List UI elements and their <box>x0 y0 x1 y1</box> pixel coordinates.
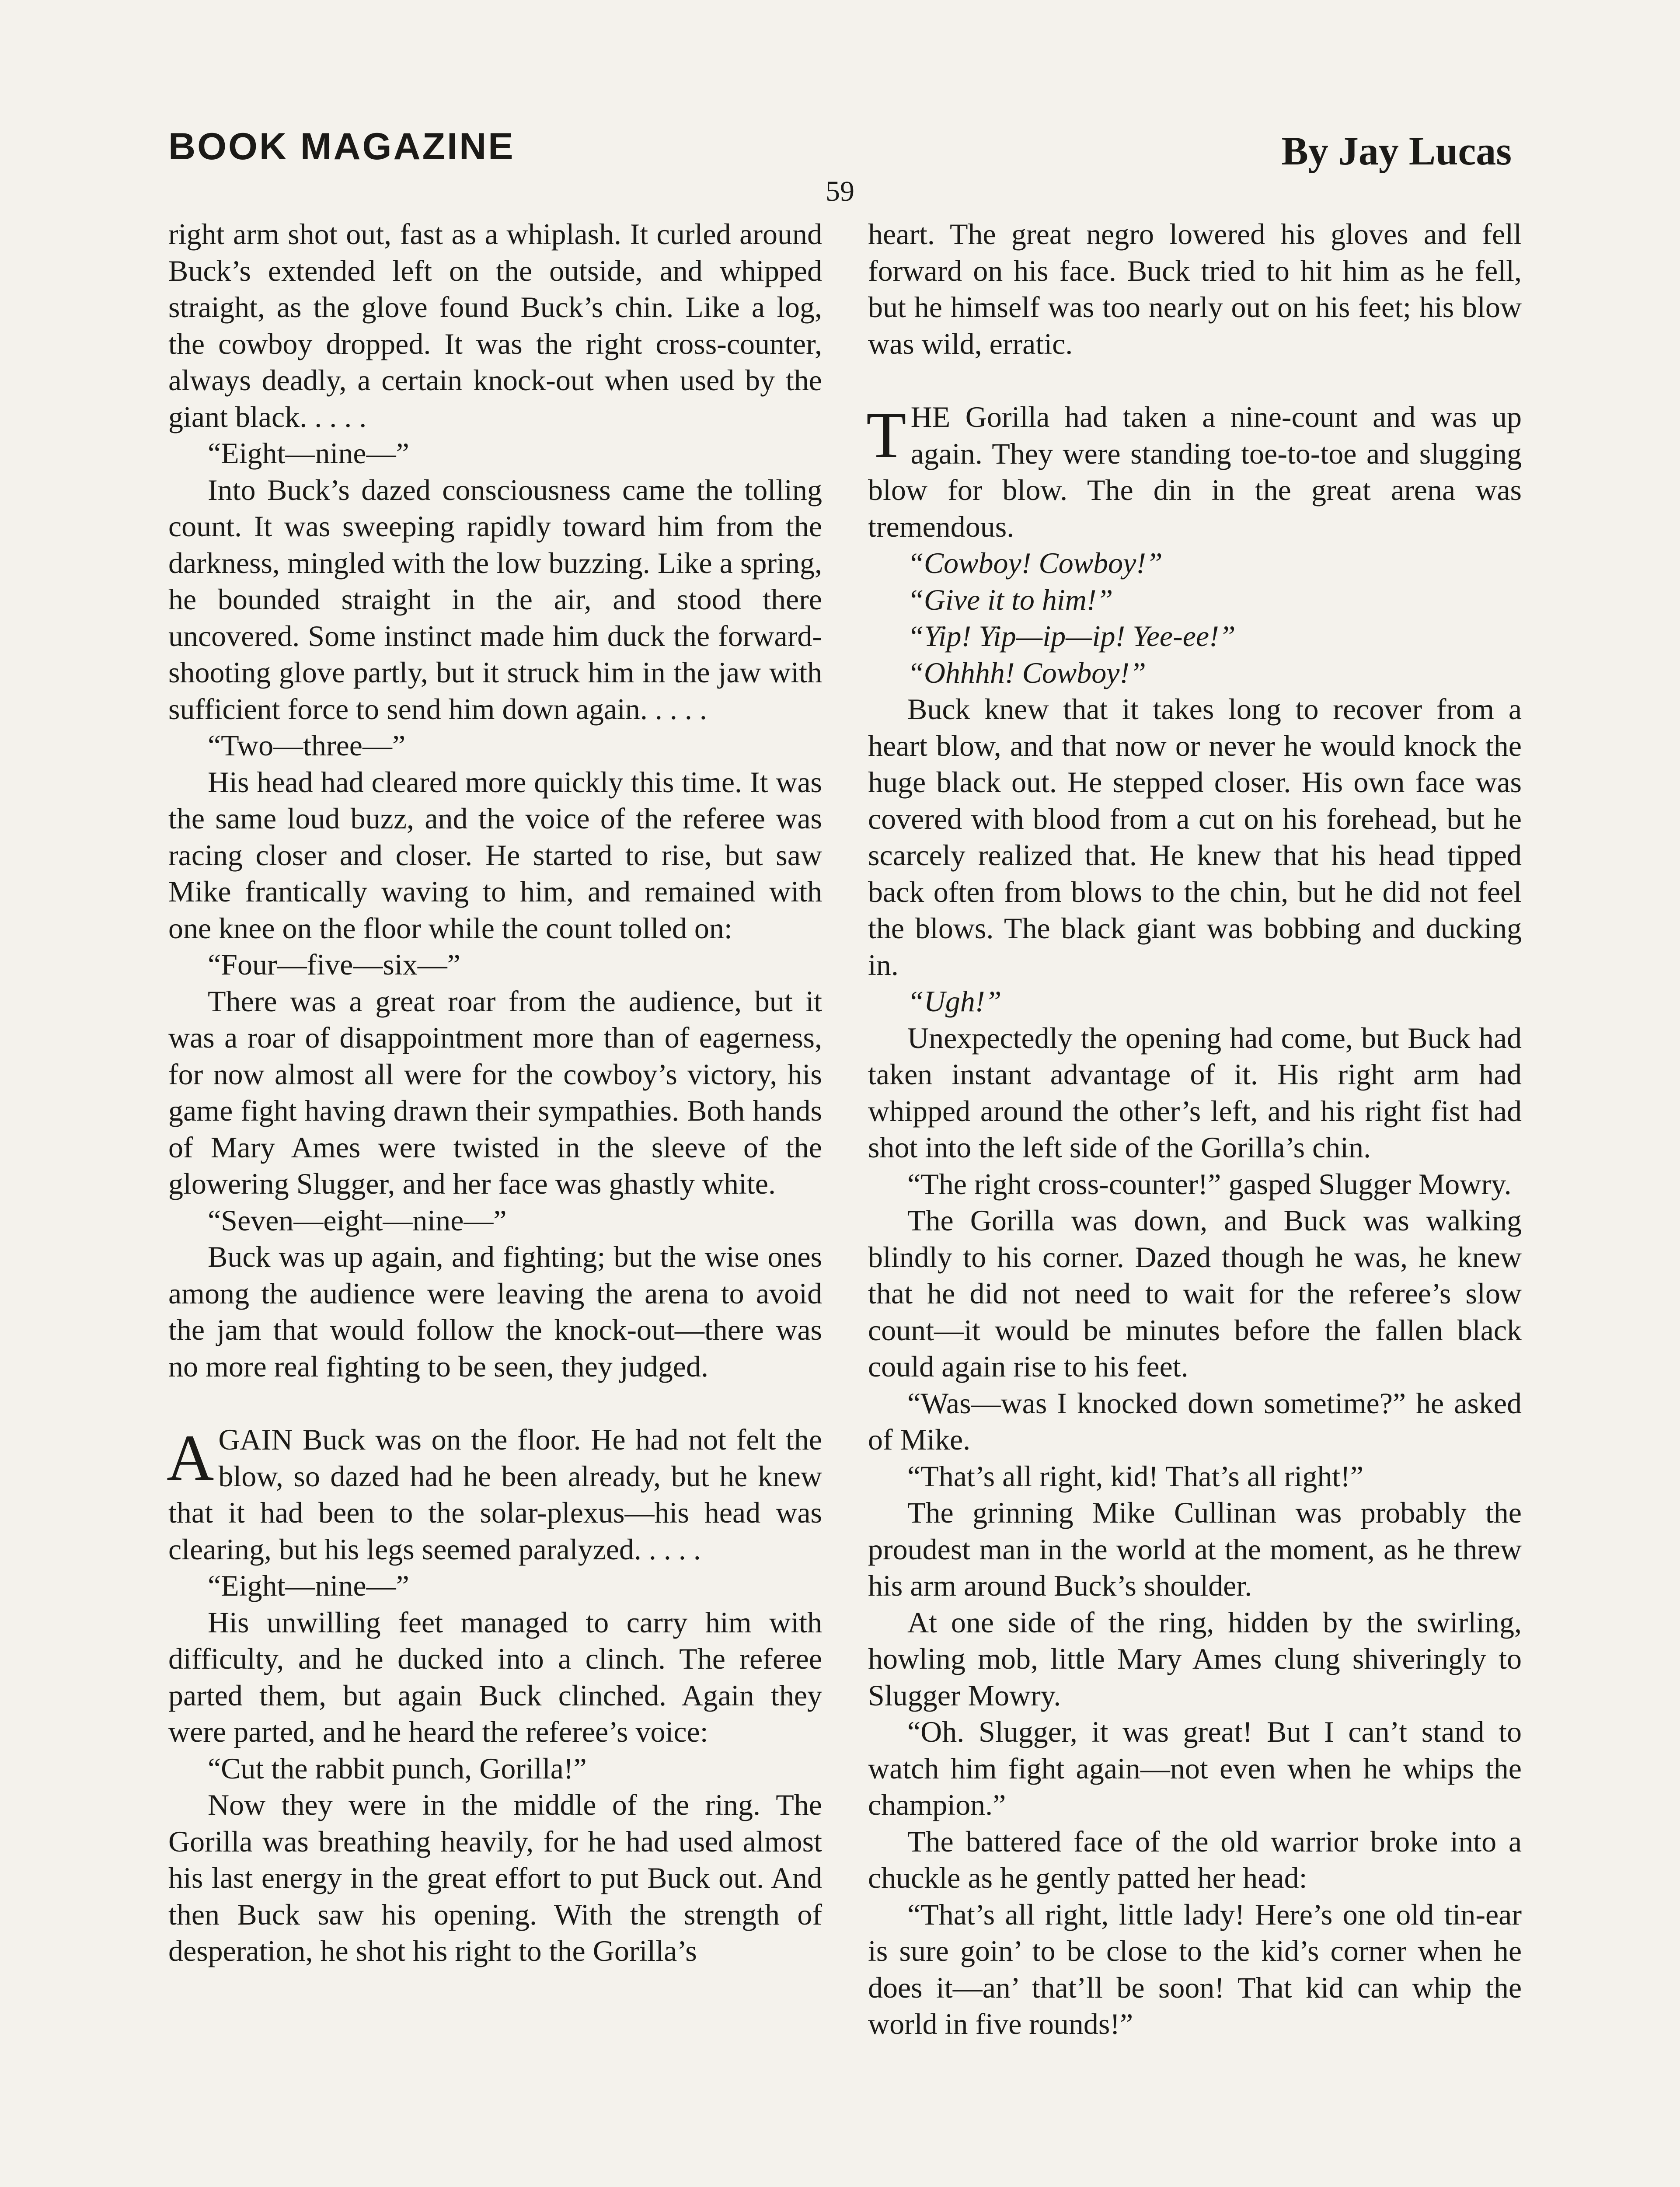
exclamation: “Ugh!” <box>907 985 1002 1018</box>
paragraph: The Gorilla was down, and Buck was walking blindly to his corner. Dazed though he was, he knew that he did not need to wait for the referee’s slow count—it would be minutes before the fallen black could again rise to his feet. <box>868 1204 1522 1383</box>
paragraph: Buck was up again, and fighting; but the wise ones among the audience were leaving the arena to avoid the jam that would follow the knock-out—there was no more real fighting to be seen, they judged. <box>168 1240 822 1383</box>
dialogue-line: “Seven—eight—nine—” <box>208 1203 507 1237</box>
crowd-shout: “Yip! Yip—ip—ip! Yee-ee!” <box>907 619 1236 653</box>
crowd-shout: “Cowboy! Cowboy!” <box>907 546 1163 580</box>
paragraph-text: Gorilla had taken a nine-count and was up again. They were standing toe-to-toe and slugging blow for blow. The din in the great arena was tremendous. <box>868 400 1522 543</box>
paragraph: Into Buck’s dazed consciousness came the tolling count. It was sweeping rapidly toward him from the darkness, mingled with the low buzzing. Like a spring, he bounded straight in the air, and stood there uncovered. Some instinct made him duck the forward-shooting glove partly, but it struck him in the jaw with sufficient force to send him down again. . . . . <box>168 473 822 726</box>
drop-cap: A <box>167 1422 214 1494</box>
dialogue-line: “Two—three—” <box>208 729 406 762</box>
left-text-column <box>168 216 822 1970</box>
dialogue-line: “Four—five—six—” <box>208 948 460 981</box>
paragraph: right arm shot out, fast as a whiplash. It curled around Buck’s extended left on the outside, and whipped straight, as the glove found Buck’s chin. Like a log, the cowboy dropped. It was the right cross-counter, always deadly, a certain knock-out when used by the giant black. . . . . <box>168 217 822 433</box>
paragraph: Unexpectedly the opening had come, but Buck had taken instant advantage of it. His right arm had whipped around the other’s left, and his right fist had shot into the left side of the Gorilla’s chin. <box>868 1021 1522 1164</box>
paragraph: heart. The great negro lowered his gloves and fell forward on his face. Buck tried to hit him as he fell, but he himself was too nearly out on his feet; his blow was wild, erratic. <box>868 217 1522 360</box>
dialogue-line: “Was—was I knocked down sometime?” he asked of Mike. <box>868 1386 1522 1456</box>
small-caps-lead: GAIN <box>218 1423 293 1456</box>
crowd-shout: “Ohhhh! Cowboy!” <box>907 656 1146 689</box>
small-caps-lead: HE <box>910 400 951 433</box>
paragraph: His unwilling feet managed to carry him with difficulty, and he ducked into a clinch. The referee parted them, but again Buck clinched. Again they were parted, and he heard the referee’s voice: <box>168 1605 822 1748</box>
right-text-column <box>868 216 1522 2043</box>
dialogue-line: “Cut the rabbit punch, Gorilla!” <box>208 1751 587 1785</box>
dialogue-line: “The right cross-counter!” gasped Slugger Mowry. <box>907 1167 1512 1201</box>
author-byline: By Jay Lucas <box>1281 129 1512 173</box>
page-number: 59 <box>826 175 854 207</box>
paragraph: The grinning Mike Cullinan was probably the proudest man in the world at the moment, as he threw his arm around Buck’s shoulder. <box>868 1496 1522 1602</box>
dialogue-line: “Eight—nine—” <box>208 437 409 470</box>
paragraph-text: Buck was on the floor. He had not felt the blow, so dazed had he been already, but he knew that it had been to the solar-plexus—his head was clearing, but his legs seemed paralyzed. . . . . <box>168 1423 822 1566</box>
paragraph: There was a great roar from the audience, but it was a roar of disappointment more than of eagerness, for now almost all were for the cowboy’s victory, his game fight having drawn their sympathies. Both hands of Mary Ames were twisted in the sleeve of the glowering Slugger, and her face was ghastly white. <box>168 984 822 1200</box>
paragraph: Buck knew that it takes long to recover from a heart blow, and that now or never he would knock the huge black out. He stepped closer. His own face was covered with blood from a cut on his forehead, but he scarcely realized that. He knew that his head tipped back often from blows to the chin, but he did not feel the blows. The black giant was bobbing and ducking in. <box>868 692 1522 982</box>
dialogue-line: “That’s all right, little lady! Here’s one old tin-ear is sure goin’ to be close to the kid’s corner when he does it—an’ that’ll be soon! That kid can whip the world in five rounds!” <box>868 1897 1522 2040</box>
section-opening-paragraph <box>868 399 1522 545</box>
paragraph: At one side of the ring, hidden by the swirling, howling mob, little Mary Ames clung shiveringly to Slugger Mowry. <box>868 1605 1522 1712</box>
paragraph: The battered face of the old warrior broke into a chuckle as he gently patted her head: <box>868 1824 1522 1894</box>
paragraph: His head had cleared more quickly this time. It was the same loud buzz, and the voice of the referee was racing closer and closer. He started to rise, but saw Mike frantically waving to him, and remained with one knee on the floor while the count tolled on: <box>168 765 822 945</box>
dialogue-line: “Eight—nine—” <box>208 1569 409 1602</box>
magazine-title: BOOK MAGAZINE <box>168 126 515 168</box>
drop-cap: T <box>866 399 906 472</box>
crowd-shout: “Give it to him!” <box>907 583 1113 616</box>
section-opening-paragraph <box>168 1422 822 1568</box>
paragraph: Now they were in the middle of the ring. The Gorilla was breathing heavily, for he had used almost his last energy in the great effort to put Buck out. And then Buck saw his opening. With the strength of desperation, he shot his right to the Gorilla’s <box>168 1788 822 1967</box>
dialogue-line: “Oh. Slugger, it was great! But I can’t stand to watch him fight again—not even when he whips the champion.” <box>868 1715 1522 1821</box>
dialogue-line: “That’s all right, kid! That’s all right!” <box>907 1459 1364 1493</box>
